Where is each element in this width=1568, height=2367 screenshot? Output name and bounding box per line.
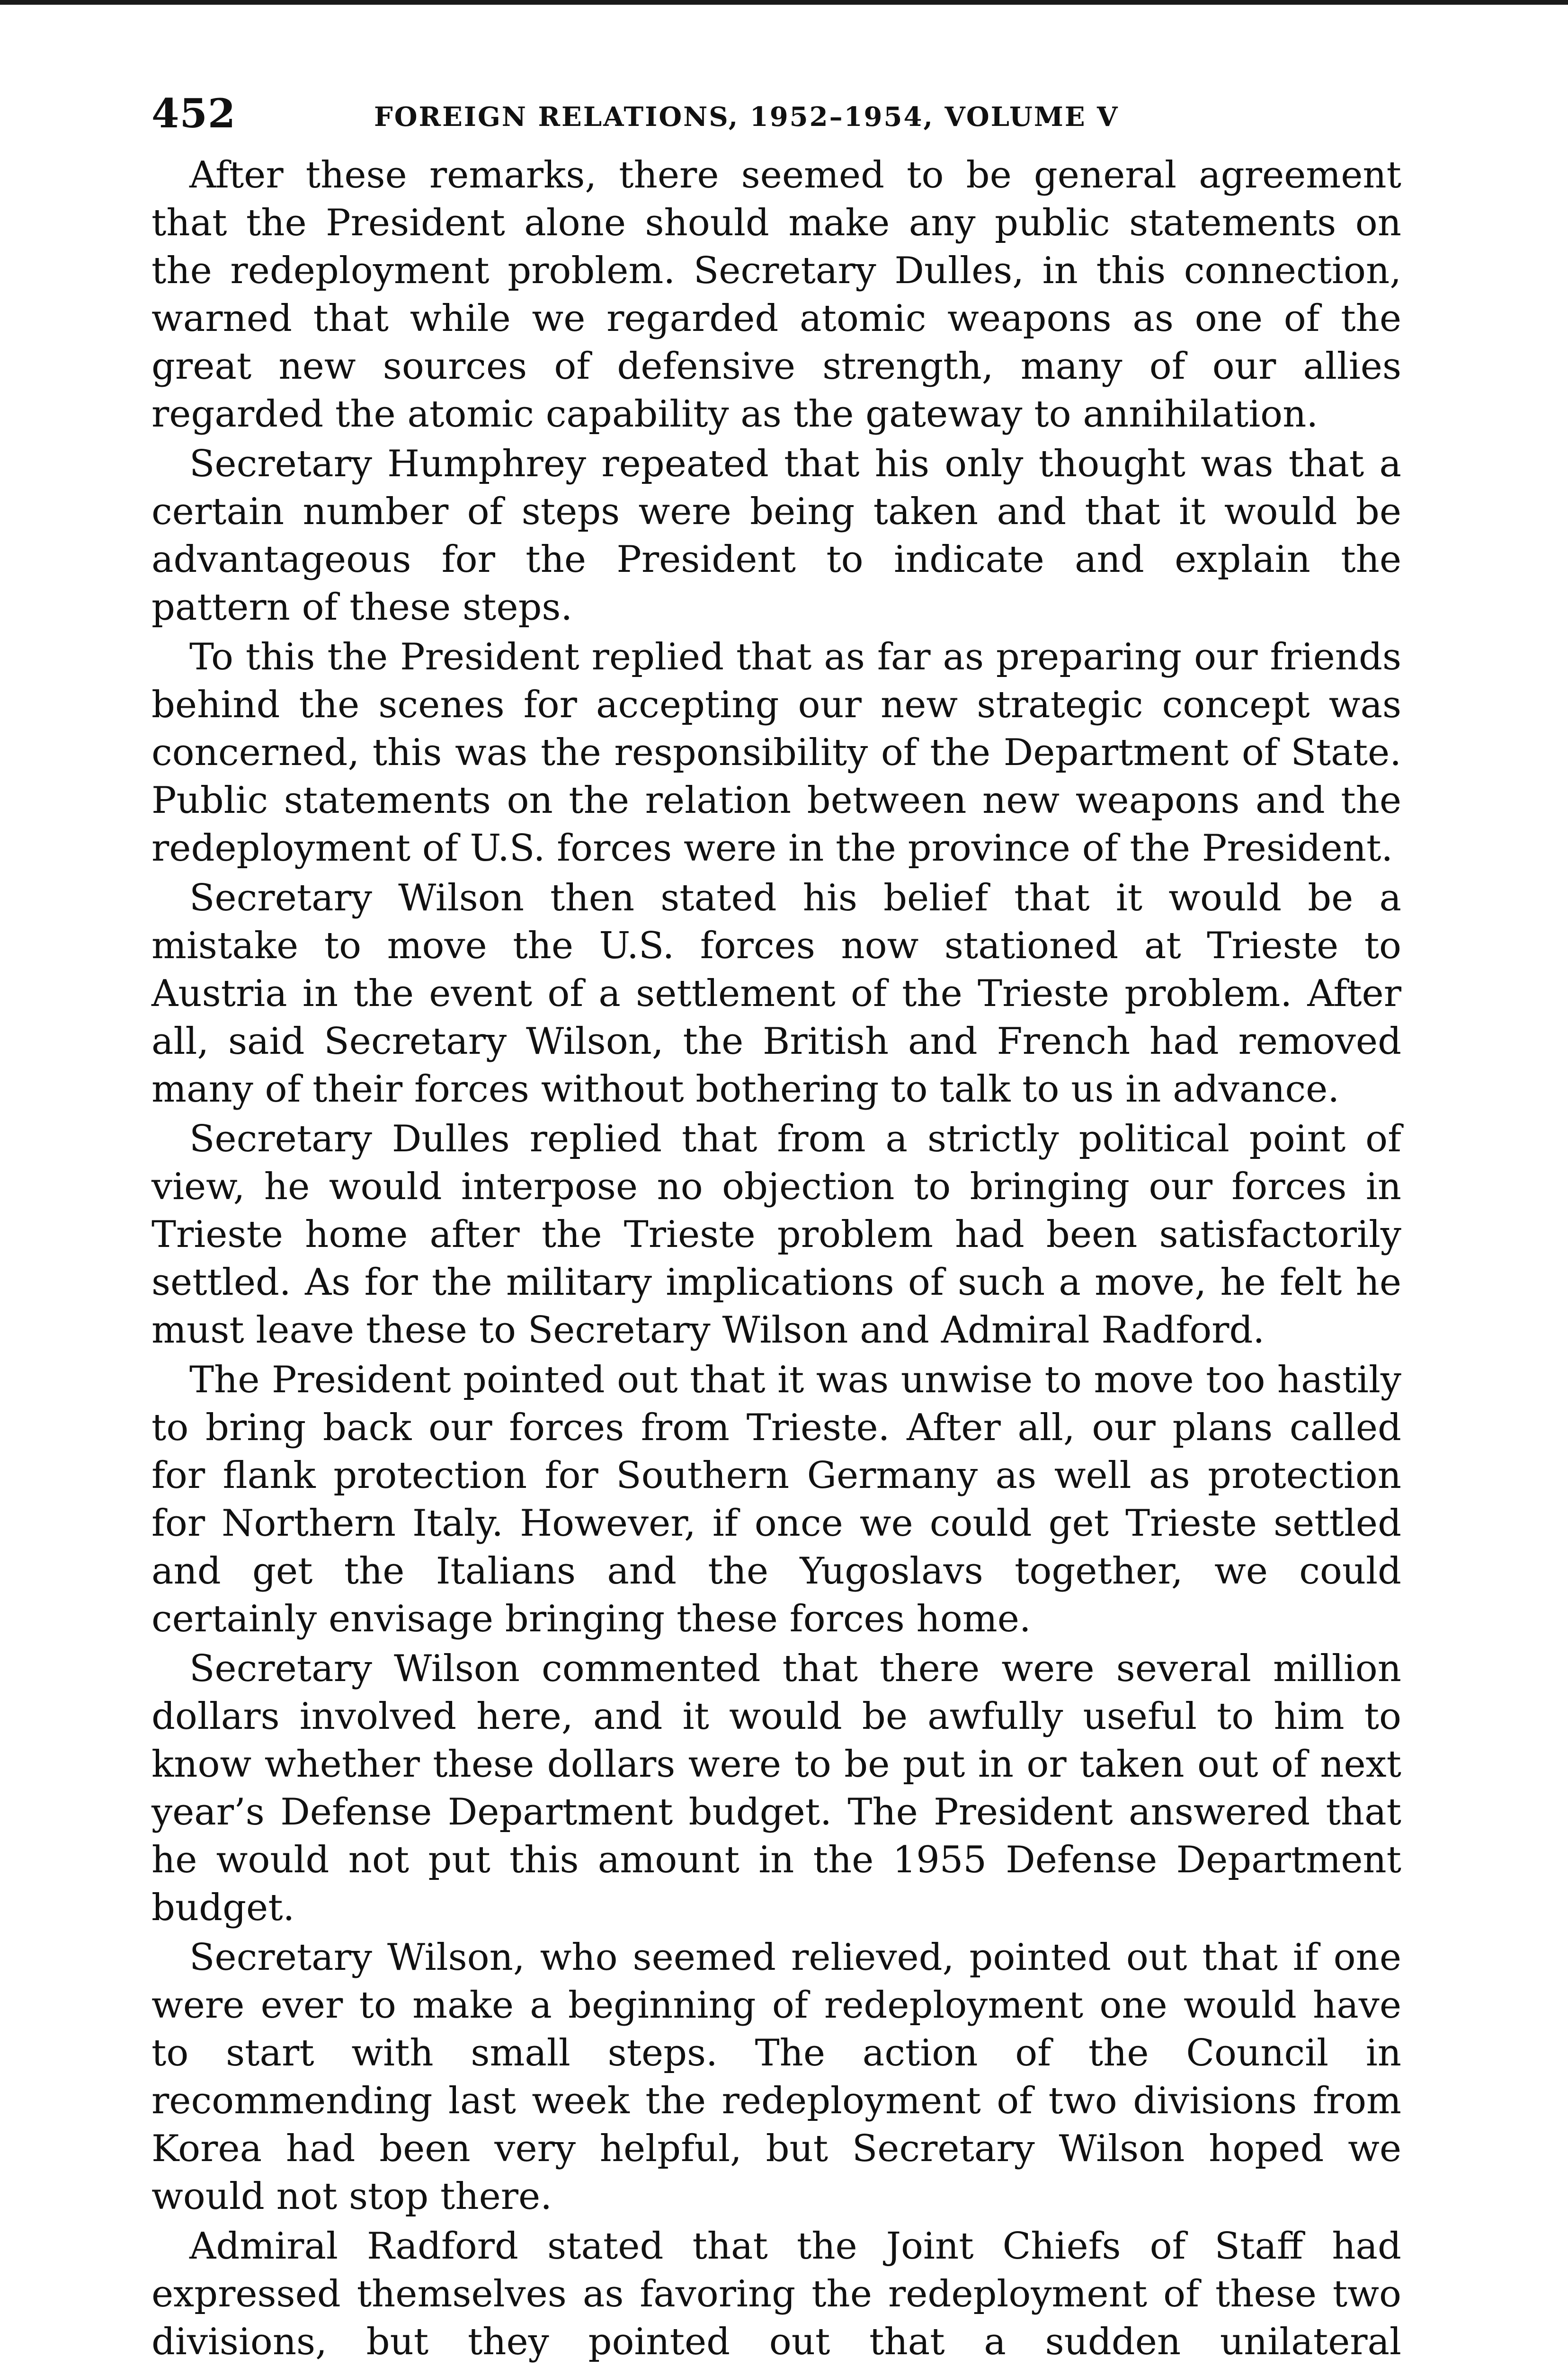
paragraph: Secretary Wilson then stated his belief that it would be a mistake to move the U.S. forces now stationed at Trieste to Austria in the event of a settlement of the Trieste problem. After all, said Secretary Wilson, the British and French had removed many of their forces without bothering to talk to us in advance.: [151, 877, 1401, 1111]
document-page: [151, 90, 1401, 2367]
paragraph: After these remarks, there seemed to be general agreement that the President alone should make any public statements on the redeployment problem. Secretary Dulles, in this connection, warned that while we regarded atomic weapons as one of the great new sources of defensive strength, many of our allies regarded the atomic capability as the gateway to annihilation.: [151, 154, 1401, 436]
running-title: FOREIGN RELATIONS, 1952–1954, VOLUME V: [374, 101, 1119, 133]
paragraph: Secretary Dulles replied that from a strictly political point of view, he would interpose no objection to bringing our forces in Trieste home after the Trieste problem had been satisfactorily settled. As for the military implications of such a move, he felt he must leave these to Secretary Wilson and Admiral Radford.: [151, 1118, 1401, 1352]
paragraph: Secretary Wilson commented that there were several million dollars involved here, and it would be awfully useful to him to know whether these dollars were to be put in or taken out of next year’s Defense Department budget. The President answered that he would not put this amount in the 1955 Defense Department budget.: [151, 1647, 1401, 1929]
paragraph: The President pointed out that it was unwise to move too hastily to bring back our forces from Trieste. After all, our plans called for flank protection for Southern Germany as well as protection for Northern Italy. However, if once we could get Trieste settled and get the Italians and the Yugoslavs together, we could certainly envisage bringing these forces home.: [151, 1359, 1401, 1640]
page-number: 452: [151, 90, 236, 137]
body-text: [151, 151, 1401, 2367]
paragraph: Admiral Radford stated that the Joint Chiefs of Staff had expressed themselves as favoring the redeployment of these two divisions, but they pointed out that a sudden unilateral: [151, 2225, 1401, 2363]
paragraph: Secretary Wilson, who seemed relieved, pointed out that if one were ever to make a beginning of redeployment one would have to start with small steps. The action of the Council in recommending last week the redeployment of two divisions from Korea had been very helpful, but Secretary Wilson hoped we would not stop there.: [151, 1936, 1401, 2218]
paragraph: Secretary Humphrey repeated that his only thought was that a certain number of steps were being taken and that it would be advantageous for the President to indicate and explain the pattern of these steps.: [151, 443, 1401, 629]
paragraph: To this the President replied that as far as preparing our friends behind the scenes for accepting our new strategic concept was concerned, this was the responsibility of the Department of State. Public statements on the relation between new weapons and the redeployment of U.S. forces were in the province of the President.: [151, 636, 1401, 870]
top-border-rule: [0, 0, 1568, 5]
running-head: [151, 90, 1401, 151]
